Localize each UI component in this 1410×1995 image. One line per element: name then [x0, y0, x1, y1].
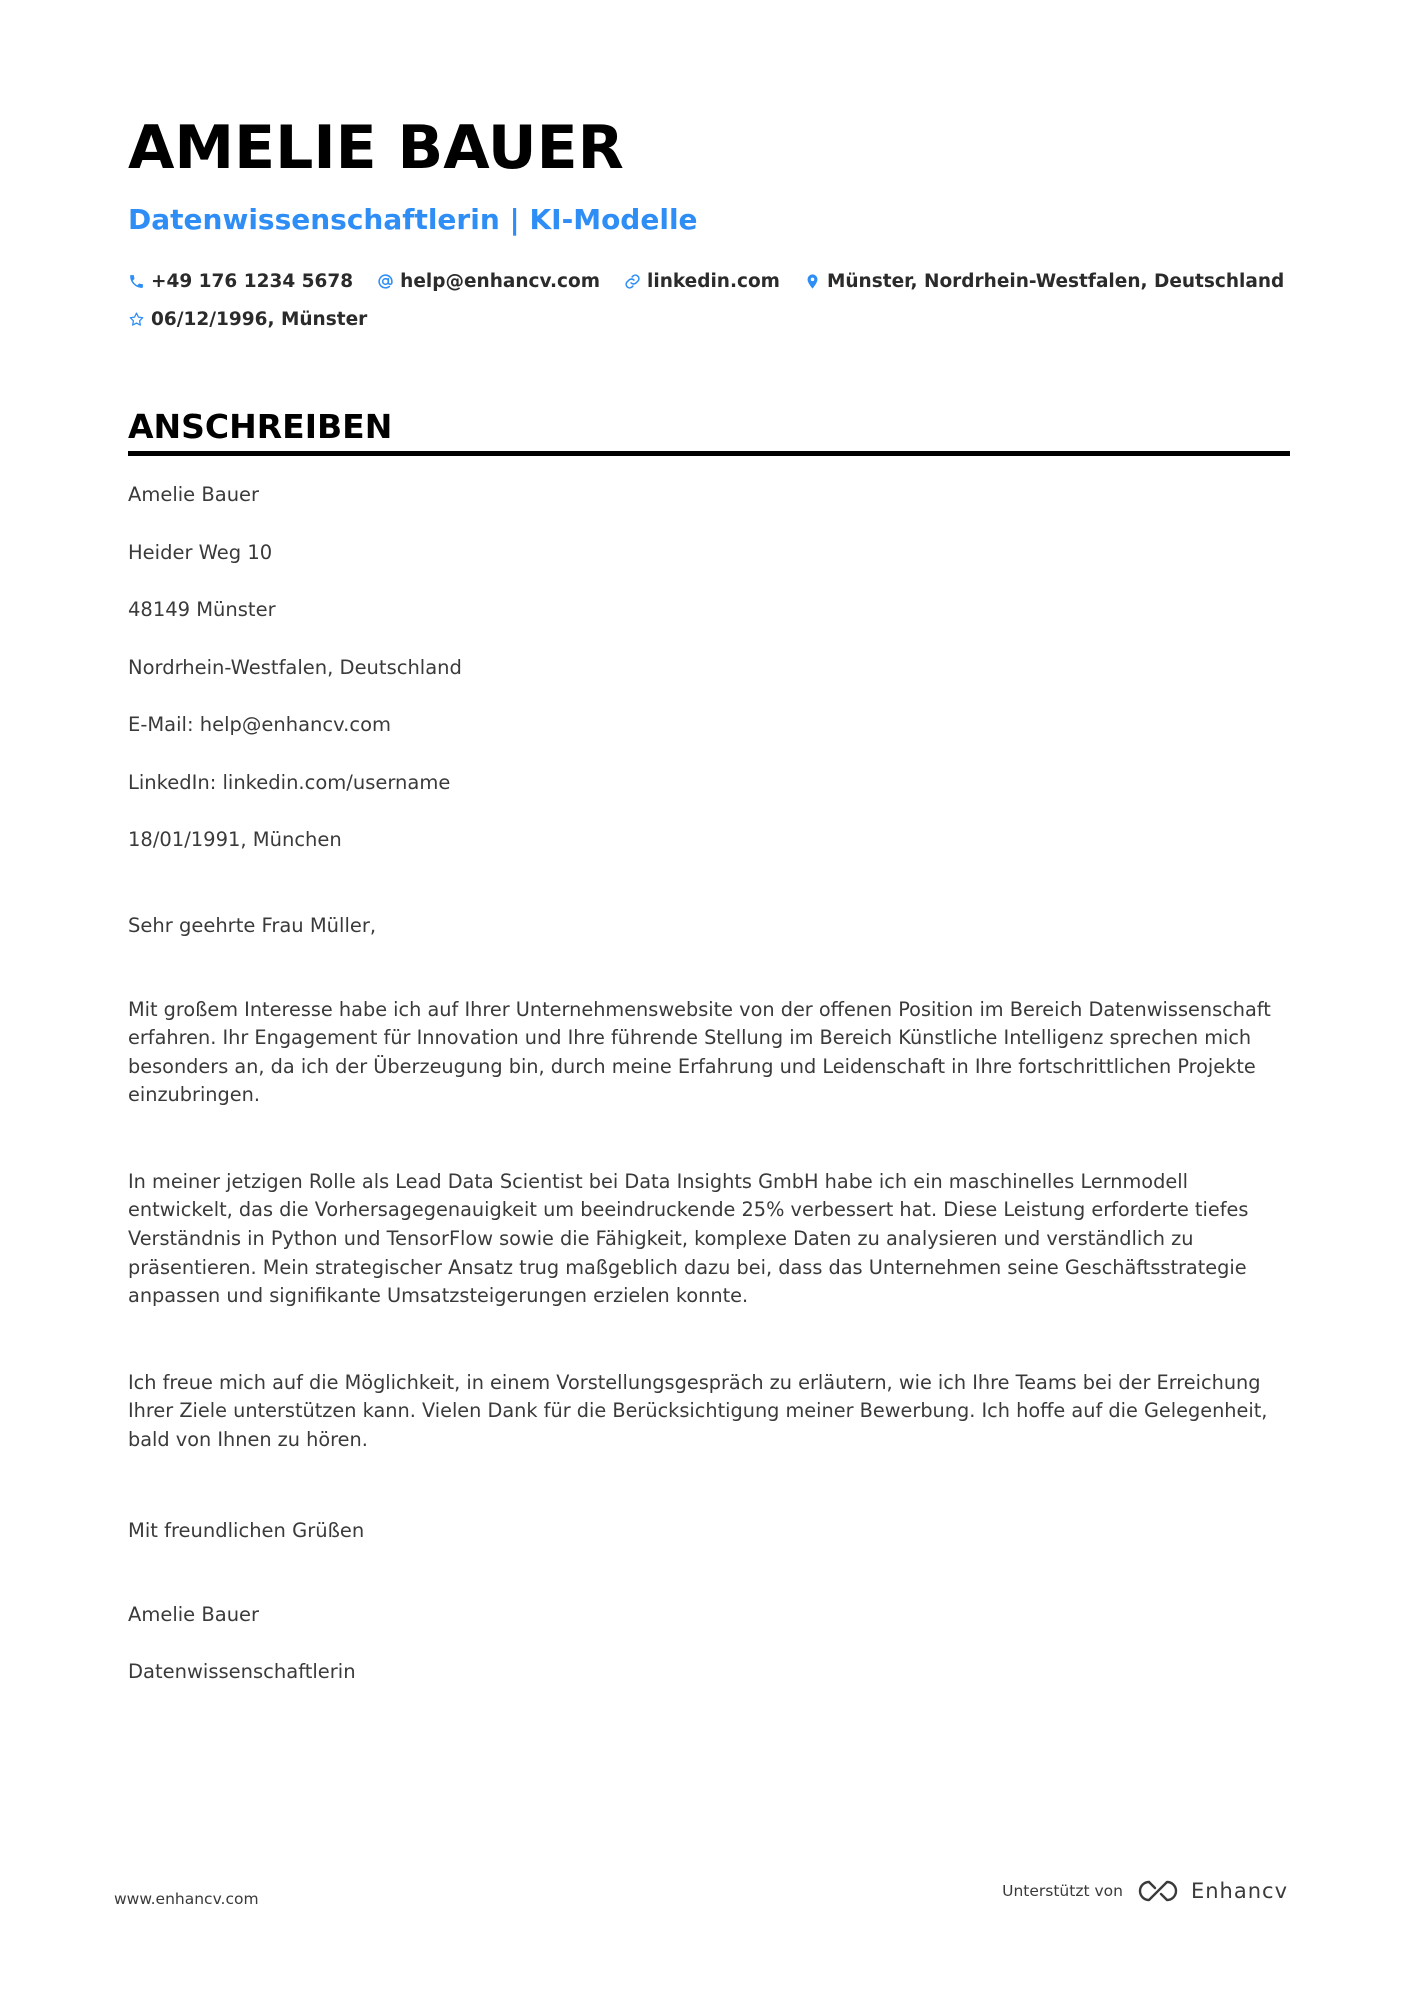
contact-phone[interactable]: [128, 271, 353, 292]
applicant-name: AMELIE BAUER: [128, 113, 624, 183]
powered-by-label: Unterstützt von: [1002, 1882, 1123, 1900]
contact-location: [804, 271, 1284, 292]
address-line: Amelie Bauer: [128, 483, 260, 506]
contact-birth-text: 06/12/1996, Münster: [151, 308, 368, 330]
contact-email[interactable]: [377, 271, 600, 292]
section-divider: [128, 451, 1290, 456]
closing: Mit freundlichen Grüßen: [128, 1518, 365, 1542]
star-icon: [128, 311, 145, 328]
job-title: Datenwissenschaftlerin | KI-Modelle: [128, 203, 698, 236]
contact-birth: [128, 309, 367, 330]
link-icon: [624, 273, 641, 290]
contact-linkedin[interactable]: [624, 271, 780, 292]
address-line: 48149 Münster: [128, 598, 276, 621]
location-pin-icon: [804, 273, 821, 290]
section-title: ANSCHREIBEN: [128, 407, 393, 446]
signature-name: Amelie Bauer: [128, 1602, 260, 1626]
letter-paragraph: Mit großem Interesse habe ich auf Ihrer Unternehmenswebsite von der offenen Position im Bereich Datenwissenschaft erfahren. Ihr Engagement für Innovation und Ihre führende Stellung im Bereich Künstliche Intelligenz sprechen mich besonders an, da ich der Überzeugung bin, durch meine Erfahrung und Leidenschaft in Ihre fortschrittlichen Projekte einzubringen.: [128, 997, 1271, 1107]
footer-website[interactable]: www.enhancv.com: [114, 1890, 259, 1908]
contact-row-secondary: [128, 300, 1288, 338]
footer-branding[interactable]: [1002, 1878, 1288, 1904]
salutation: Sehr geehrte Frau Müller,: [128, 913, 377, 937]
contact-linkedin-text: linkedin.com: [647, 270, 780, 292]
brand-name: Enhancv: [1190, 1879, 1288, 1903]
contact-phone-text: +49 176 1234 5678: [151, 270, 354, 292]
enhancv-logo-icon: [1135, 1878, 1181, 1904]
address-line: Nordrhein-Westfalen, Deutschland: [128, 655, 462, 679]
contact-email-text: help@enhancv.com: [400, 270, 601, 292]
contact-row-primary: [128, 262, 1288, 300]
at-icon: [377, 273, 394, 290]
address-line: E-Mail: help@enhancv.com: [128, 713, 392, 736]
letter-paragraph: In meiner jetzigen Rolle als Lead Data Scientist bei Data Insights GmbH habe ich ein maschinelles Lernmodell entwickelt, das die Vorhersagegenauigkeit um beeindruckende 25% verbessert hat. Diese Leistung erforderte tiefes Verständnis in Python und TensorFlow sowie die Fähigkeit, komplexe Daten zu analysieren und verständlich zu präsentieren. Mein strategischer Ansatz trug maßgeblich dazu bei, dass das Unternehmen seine Geschäftsstrategie anpassen und signifikante Umsatzsteigerungen erzielen konnte.: [128, 1169, 1249, 1308]
contact-location-text: Münster, Nordrhein-Westfalen, Deutschland: [826, 270, 1285, 292]
letter-paragraph: Ich freue mich auf die Möglichkeit, in einem Vorstellungsgespräch zu erläutern, wie ich Ihre Teams bei der Erreichung Ihrer Ziele unterstützen kann. Vielen Dank für die Berücksichtigung meiner Bewerbung. Ich hoffe auf die Gelegenheit, bald von Ihnen zu hören.: [128, 1370, 1268, 1452]
address-line: LinkedIn: linkedin.com/username: [128, 770, 451, 794]
signature-title: Datenwissenschaftlerin: [128, 1659, 356, 1683]
cover-letter-section: [128, 405, 1290, 456]
sender-address: [128, 475, 1288, 878]
phone-icon: [128, 273, 145, 290]
address-line: Heider Weg 10: [128, 540, 273, 564]
letter-body: [128, 475, 1288, 1692]
contact-info: [128, 262, 1288, 338]
address-line: 18/01/1991, München: [128, 828, 342, 851]
resume-header: [128, 108, 1288, 338]
